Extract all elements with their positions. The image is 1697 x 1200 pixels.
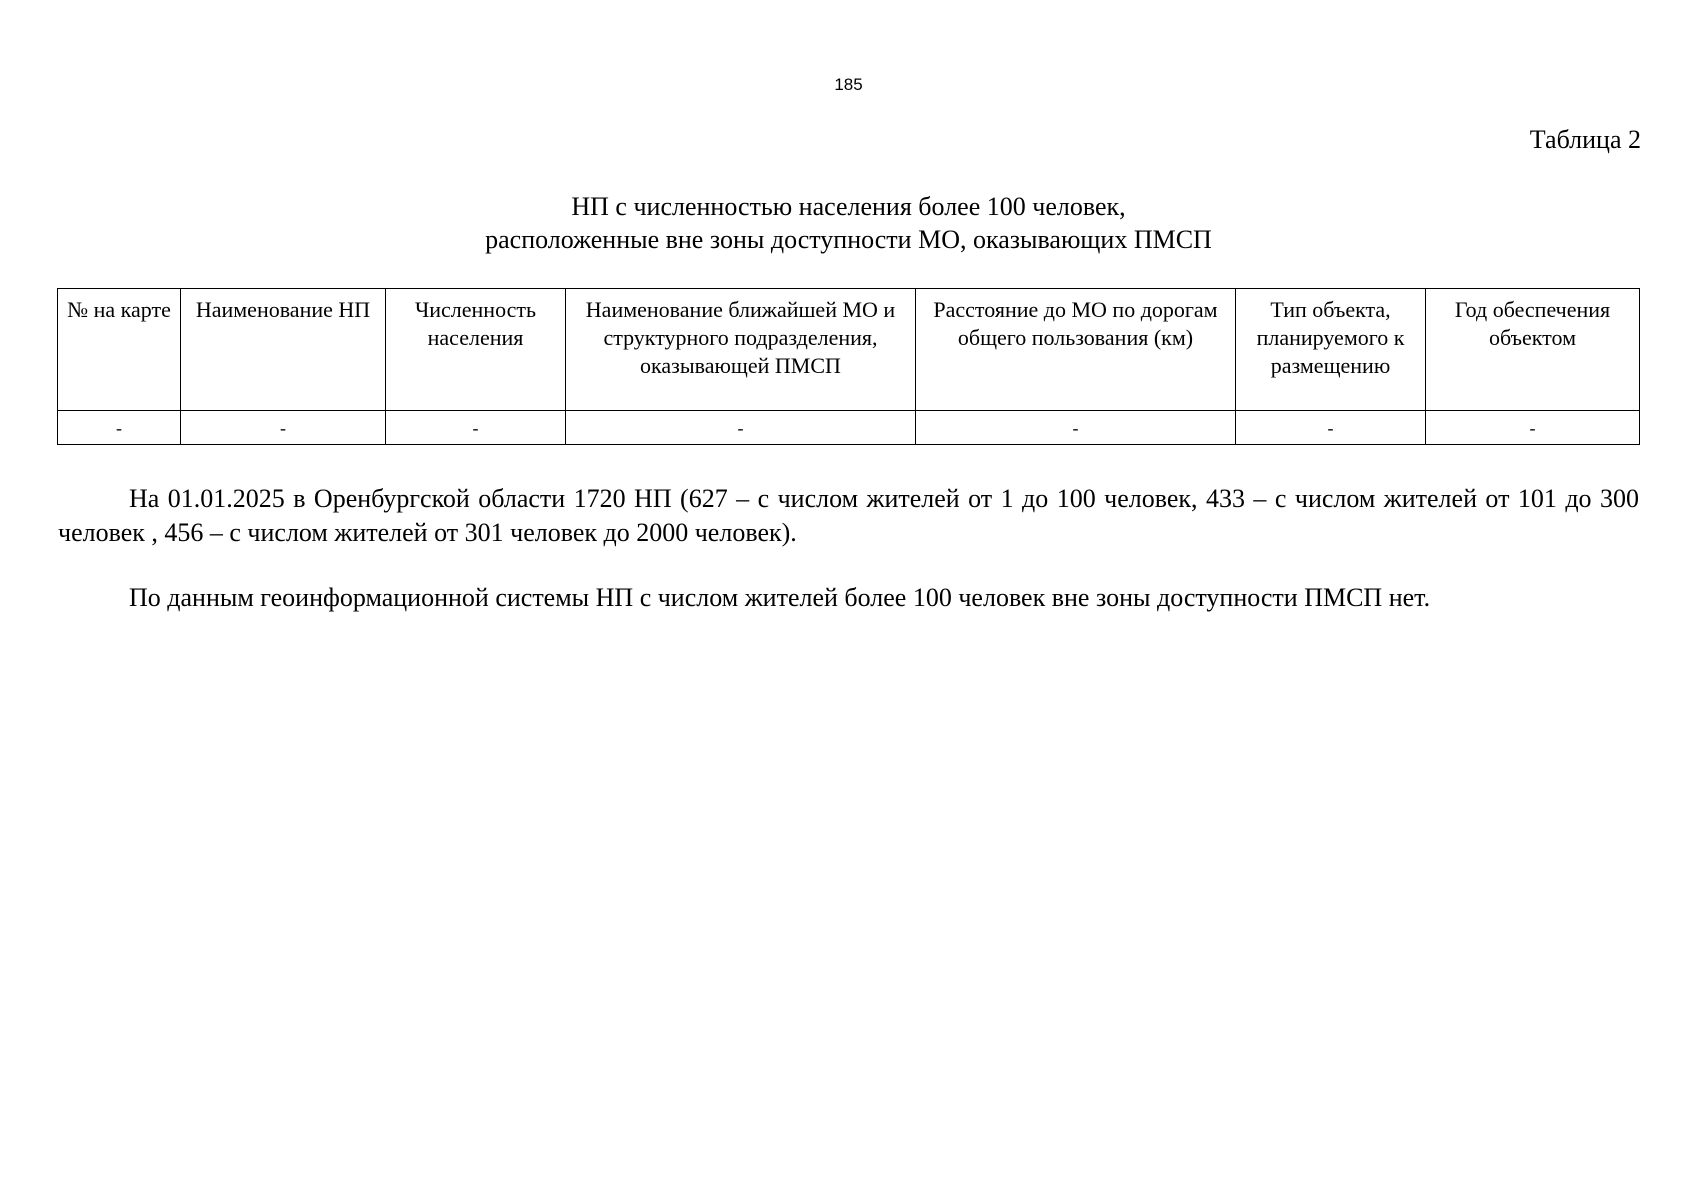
settlements-table (57, 288, 1640, 445)
table-cell: - (916, 411, 1236, 445)
table-row (58, 411, 1640, 445)
column-header-object-type: Тип объекта, планируемого к размещению (1236, 289, 1426, 411)
document-title (0, 190, 1697, 256)
table-cell: - (1236, 411, 1426, 445)
table-cell: - (1426, 411, 1640, 445)
table-cell: - (181, 411, 386, 445)
column-header-year: Год обеспечения объектом (1426, 289, 1640, 411)
page-number: 185 (834, 75, 863, 94)
paragraph-gis-conclusion: По данным геоинформационной системы НП с числом жителей более 100 человек вне зоны доступности ПМСП нет. (129, 583, 1431, 612)
column-header-map-number: № на карте (58, 289, 181, 411)
title-line-1: НП с численностью населения более 100 человек, (571, 192, 1126, 221)
table-cell: - (386, 411, 566, 445)
table-cell: - (566, 411, 916, 445)
paragraph-settlement-statistics: На 01.01.2025 в Оренбургской области 1720 НП (627 – с числом жителей от 1 до 100 человек, 433 – с числом жителей от 101 до 300 человек , 456 – с числом жителей от 301 человек до 2000 человек). (58, 484, 1639, 547)
column-header-nearest-facility: Наименование ближайшей МО и структурного подразделения, оказывающей ПМСП (566, 289, 916, 411)
column-header-distance: Расстояние до МО по дорогам общего пользования (км) (916, 289, 1236, 411)
table-label: Таблица 2 (1529, 125, 1641, 154)
column-header-population: Численность населения (386, 289, 566, 411)
table-header-row (58, 289, 1640, 411)
table-cell: - (58, 411, 181, 445)
title-line-2: расположенные вне зоны доступности МО, оказывающих ПМСП (485, 225, 1212, 254)
column-header-settlement-name: Наименование НП (181, 289, 386, 411)
